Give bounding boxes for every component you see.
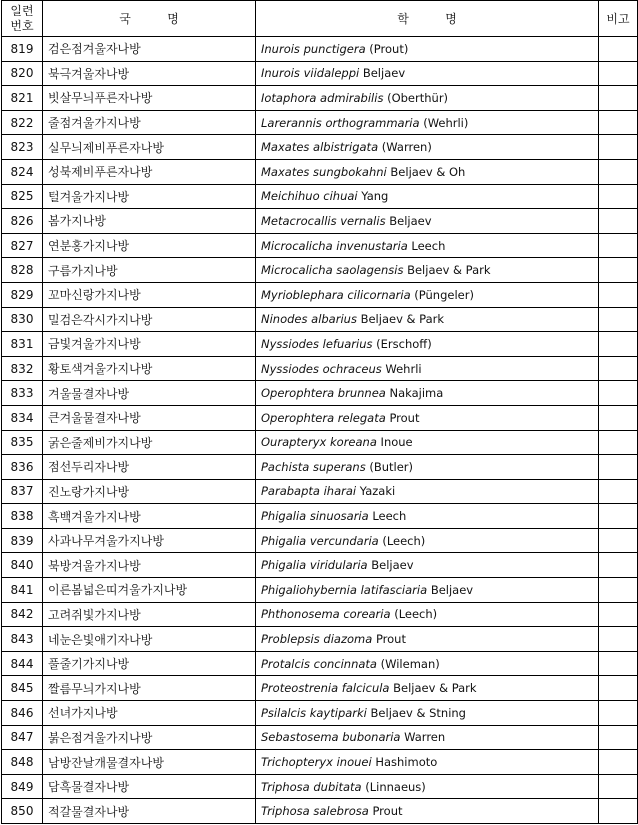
binomial-name: Problepsis diazoma [261, 632, 373, 647]
scientific-name-cell [256, 61, 599, 86]
author-name: (Wehrli) [423, 115, 469, 130]
binomial-name: Pachista superans [261, 459, 366, 474]
table-row [2, 627, 638, 652]
serial-number-cell: 844 [2, 651, 43, 676]
table-row [2, 750, 638, 775]
korean-name-cell: 구름가지나방 [43, 258, 256, 283]
author-name: (Oberthür) [387, 90, 449, 105]
author-name: Leech [411, 238, 446, 253]
note-cell [599, 455, 638, 480]
header-row [2, 1, 638, 37]
table-row [2, 774, 638, 799]
serial-number-cell: 822 [2, 110, 43, 135]
serial-number-cell: 823 [2, 135, 43, 160]
binomial-name: Psilalcis kaytiparki [261, 705, 367, 720]
serial-number-cell: 842 [2, 602, 43, 627]
table-row [2, 110, 638, 135]
scientific-name-cell [256, 356, 599, 381]
serial-number-cell: 841 [2, 578, 43, 603]
note-cell [599, 774, 638, 799]
author-name: Yazaki [359, 484, 396, 499]
table-row [2, 61, 638, 86]
note-cell [599, 627, 638, 652]
note-cell [599, 381, 638, 406]
species-table [1, 0, 638, 824]
serial-number-cell: 825 [2, 184, 43, 209]
scientific-name-cell [256, 332, 599, 357]
author-name: Beljaev [389, 213, 432, 228]
author-name: Beljaev & Park [360, 312, 445, 327]
scientific-name-cell [256, 479, 599, 504]
table-row [2, 578, 638, 603]
binomial-name: Microcalicha saolagensis [261, 263, 404, 278]
serial-number-cell: 831 [2, 332, 43, 357]
binomial-name: Trichopteryx inouei [261, 755, 372, 770]
author-name: (Warren) [381, 140, 432, 155]
note-cell [599, 405, 638, 430]
author-name: Yang [361, 189, 389, 204]
author-name: Wehrli [385, 361, 422, 376]
korean-name-cell: 붉은점겨울가지나방 [43, 725, 256, 750]
scientific-name-cell [256, 750, 599, 775]
table-row [2, 37, 638, 62]
korean-name-cell: 굵은줄제비가지나방 [43, 430, 256, 455]
korean-name-cell: 네눈은빛애기자나방 [43, 627, 256, 652]
scientific-name-cell [256, 725, 599, 750]
binomial-name: Maxates sungbokahni [261, 164, 387, 179]
author-name: (Leech) [394, 607, 438, 622]
scientific-name-cell [256, 799, 599, 824]
scientific-name-cell [256, 258, 599, 283]
note-cell [599, 86, 638, 111]
binomial-name: Operophtera relegata [261, 410, 386, 425]
serial-number-cell: 850 [2, 799, 43, 824]
korean-name-cell: 꼬마신랑가지나방 [43, 282, 256, 307]
scientific-name-cell [256, 676, 599, 701]
author-name: (Prout) [369, 41, 409, 56]
note-cell [599, 307, 638, 332]
author-name: Prout [389, 410, 420, 425]
note-cell [599, 750, 638, 775]
note-cell [599, 676, 638, 701]
note-cell [599, 332, 638, 357]
scientific-name-cell [256, 381, 599, 406]
note-cell [599, 282, 638, 307]
binomial-name: Triphosa dubitata [261, 779, 362, 794]
note-cell [599, 504, 638, 529]
table-row [2, 725, 638, 750]
korean-name-cell: 줄점겨울가지나방 [43, 110, 256, 135]
scientific-name-cell [256, 159, 599, 184]
note-cell [599, 602, 638, 627]
serial-number-cell: 836 [2, 455, 43, 480]
table-row [2, 332, 638, 357]
table-row [2, 553, 638, 578]
korean-name-cell: 빗살무늬푸른자나방 [43, 86, 256, 111]
note-cell [599, 701, 638, 726]
table-row [2, 676, 638, 701]
binomial-name: Sebastosema bubonaria [261, 730, 401, 745]
binomial-name: Phigaliohybernia latifasciaria [261, 582, 428, 597]
note-cell [599, 799, 638, 824]
scientific-name-cell [256, 455, 599, 480]
korean-name-cell: 북방겨울가지나방 [43, 553, 256, 578]
binomial-name: Triphosa salebrosa [261, 804, 369, 819]
binomial-name: Protalcis concinnata [261, 656, 377, 671]
table-row [2, 528, 638, 553]
korean-name-cell: 실무늬제비푸른자나방 [43, 135, 256, 160]
serial-number-cell: 843 [2, 627, 43, 652]
korean-name-header [43, 1, 256, 37]
serial-number-cell: 819 [2, 37, 43, 62]
korean-name-cell: 고려쥐빛가지나방 [43, 602, 256, 627]
table-row [2, 307, 638, 332]
scientific-name-cell [256, 578, 599, 603]
note-cell [599, 233, 638, 258]
scientific-name-cell [256, 701, 599, 726]
author-name: Beljaev [430, 582, 474, 597]
binomial-name: Metacrocallis vernalis [261, 213, 386, 228]
note-cell [599, 184, 638, 209]
author-name: (Butler) [369, 459, 414, 474]
serial-number-cell: 840 [2, 553, 43, 578]
serial-number-cell: 839 [2, 528, 43, 553]
note-cell [599, 553, 638, 578]
korean-name-cell: 진노랑가지나방 [43, 479, 256, 504]
binomial-name: Phthonosema corearia [261, 607, 391, 622]
author-name: Hashimoto [375, 755, 438, 770]
serial-number-cell: 845 [2, 676, 43, 701]
table-row [2, 479, 638, 504]
table-row [2, 184, 638, 209]
author-name: Prout [375, 632, 406, 647]
serial-number-cell: 827 [2, 233, 43, 258]
binomial-name: Nyssiodes ochraceus [261, 361, 382, 376]
binomial-name: Myrioblephara cilicornaria [261, 287, 411, 302]
author-name: Inoue [380, 435, 413, 450]
note-cell [599, 258, 638, 283]
table-row [2, 701, 638, 726]
author-name: Nakajima [389, 386, 444, 401]
korean-name-cell: 사과나무겨울가지나방 [43, 528, 256, 553]
note-cell [599, 725, 638, 750]
scientific-name-cell [256, 233, 599, 258]
author-name: Beljaev [371, 558, 414, 573]
binomial-name: Inurois viidaleppi [261, 66, 360, 81]
scientific-name-cell [256, 430, 599, 455]
note-header: 비고 [599, 1, 638, 37]
table-row [2, 209, 638, 234]
author-name: Beljaev & Park [393, 681, 477, 696]
author-name: (Wileman) [380, 656, 440, 671]
author-name: Leech [372, 509, 407, 524]
binomial-name: Parabapta iharai [261, 484, 357, 499]
table-row [2, 381, 638, 406]
table-row [2, 159, 638, 184]
serial-number-cell: 830 [2, 307, 43, 332]
author-name: Prout [372, 804, 403, 819]
serial-number-cell: 833 [2, 381, 43, 406]
scientific-name-header-b: 명 [445, 12, 457, 26]
binomial-name: Maxates albistrigata [261, 140, 379, 155]
table-row [2, 282, 638, 307]
table-row [2, 233, 638, 258]
binomial-name: Meichihuo cihuai [261, 189, 358, 204]
table-row [2, 799, 638, 824]
binomial-name: Phigalia vercundaria [261, 533, 379, 548]
table-row [2, 86, 638, 111]
author-name: (Leech) [382, 533, 426, 548]
scientific-name-cell [256, 602, 599, 627]
serial-number-cell: 834 [2, 405, 43, 430]
author-name: Warren [404, 730, 446, 745]
korean-name-cell: 북극겨울자나방 [43, 61, 256, 86]
author-name: Beljaev & Oh [390, 164, 466, 179]
scientific-name-cell [256, 86, 599, 111]
note-cell [599, 430, 638, 455]
korean-name-cell: 성북제비푸른자나방 [43, 159, 256, 184]
korean-name-cell: 봄가지나방 [43, 209, 256, 234]
korean-name-cell: 점선두리자나방 [43, 455, 256, 480]
table-header [2, 1, 638, 37]
korean-name-cell: 금빛겨울가지나방 [43, 332, 256, 357]
binomial-name: Nyssiodes lefuarius [261, 336, 373, 351]
serial-number-header-line1: 일련 [10, 3, 34, 18]
note-cell [599, 61, 638, 86]
korean-name-cell: 연분홍가지나방 [43, 233, 256, 258]
korean-name-cell: 짤름무늬가지나방 [43, 676, 256, 701]
scientific-name-cell [256, 504, 599, 529]
serial-number-cell: 837 [2, 479, 43, 504]
table-row [2, 135, 638, 160]
binomial-name: Inurois punctigera [261, 41, 366, 56]
serial-number-header-line2: 번호 [10, 18, 34, 33]
korean-name-cell: 털겨울가지나방 [43, 184, 256, 209]
serial-number-cell: 824 [2, 159, 43, 184]
table-body [2, 37, 638, 824]
binomial-name: Iotaphora admirabilis [261, 90, 384, 105]
korean-name-cell: 겨울물결자나방 [43, 381, 256, 406]
korean-name-cell: 담흑물결자나방 [43, 774, 256, 799]
note-cell [599, 356, 638, 381]
korean-name-cell: 적갈물결자나방 [43, 799, 256, 824]
table-row [2, 455, 638, 480]
korean-name-cell: 남방잔날개물결자나방 [43, 750, 256, 775]
scientific-name-cell [256, 627, 599, 652]
serial-number-cell: 848 [2, 750, 43, 775]
korean-name-cell: 이른봄넓은띠겨울가지나방 [43, 578, 256, 603]
scientific-name-cell [256, 553, 599, 578]
author-name: Beljaev [362, 66, 406, 81]
scientific-name-cell [256, 774, 599, 799]
serial-number-cell: 829 [2, 282, 43, 307]
serial-number-cell: 838 [2, 504, 43, 529]
note-cell [599, 110, 638, 135]
binomial-name: Proteostrenia falcicula [261, 681, 390, 696]
korean-name-cell: 큰겨울물결자나방 [43, 405, 256, 430]
author-name: (Püngeler) [414, 287, 474, 302]
korean-name-cell: 검은점겨울자나방 [43, 37, 256, 62]
author-name: Beljaev & Park [407, 263, 491, 278]
scientific-name-cell [256, 307, 599, 332]
binomial-name: Larerannis orthogrammaria [261, 115, 420, 130]
serial-number-cell: 849 [2, 774, 43, 799]
table-row [2, 504, 638, 529]
note-cell [599, 578, 638, 603]
serial-number-cell: 820 [2, 61, 43, 86]
binomial-name: Phigalia sinuosaria [261, 509, 369, 524]
korean-name-cell: 황토색겨울가지나방 [43, 356, 256, 381]
author-name: (Linnaeus) [365, 779, 426, 794]
scientific-name-cell [256, 135, 599, 160]
scientific-name-cell [256, 405, 599, 430]
note-cell [599, 528, 638, 553]
table-row [2, 430, 638, 455]
author-name: Beljaev & Stning [370, 705, 466, 720]
serial-number-cell: 846 [2, 701, 43, 726]
serial-number-cell: 826 [2, 209, 43, 234]
serial-number-cell: 821 [2, 86, 43, 111]
binomial-name: Ninodes albarius [261, 312, 357, 327]
korean-name-cell: 밀검은각시가지나방 [43, 307, 256, 332]
binomial-name: Ourapteryx koreana [261, 435, 377, 450]
serial-number-cell: 828 [2, 258, 43, 283]
table-row [2, 651, 638, 676]
serial-number-cell: 835 [2, 430, 43, 455]
scientific-name-cell [256, 37, 599, 62]
note-cell [599, 159, 638, 184]
korean-name-header-a: 국 [119, 12, 131, 26]
table-row [2, 258, 638, 283]
serial-number-cell: 847 [2, 725, 43, 750]
binomial-name: Phigalia viridularia [261, 558, 368, 573]
scientific-name-cell [256, 282, 599, 307]
note-cell [599, 479, 638, 504]
korean-name-header-b: 명 [167, 12, 179, 26]
korean-name-cell: 흑백겨울가지나방 [43, 504, 256, 529]
korean-name-cell: 풀줄기가지나방 [43, 651, 256, 676]
serial-number-cell: 832 [2, 356, 43, 381]
note-cell [599, 37, 638, 62]
note-cell [599, 651, 638, 676]
binomial-name: Microcalicha invenustaria [261, 238, 408, 253]
binomial-name: Operophtera brunnea [261, 386, 386, 401]
author-name: (Erschoff) [376, 336, 432, 351]
scientific-name-cell [256, 110, 599, 135]
serial-number-header [2, 1, 43, 37]
table-row [2, 356, 638, 381]
note-cell [599, 209, 638, 234]
scientific-name-cell [256, 209, 599, 234]
scientific-name-cell [256, 651, 599, 676]
note-cell [599, 135, 638, 160]
scientific-name-header-a: 학 [397, 12, 409, 26]
table-row [2, 405, 638, 430]
table-row [2, 602, 638, 627]
scientific-name-header [256, 1, 599, 37]
scientific-name-cell [256, 184, 599, 209]
scientific-name-cell [256, 528, 599, 553]
korean-name-cell: 선녀가지나방 [43, 701, 256, 726]
